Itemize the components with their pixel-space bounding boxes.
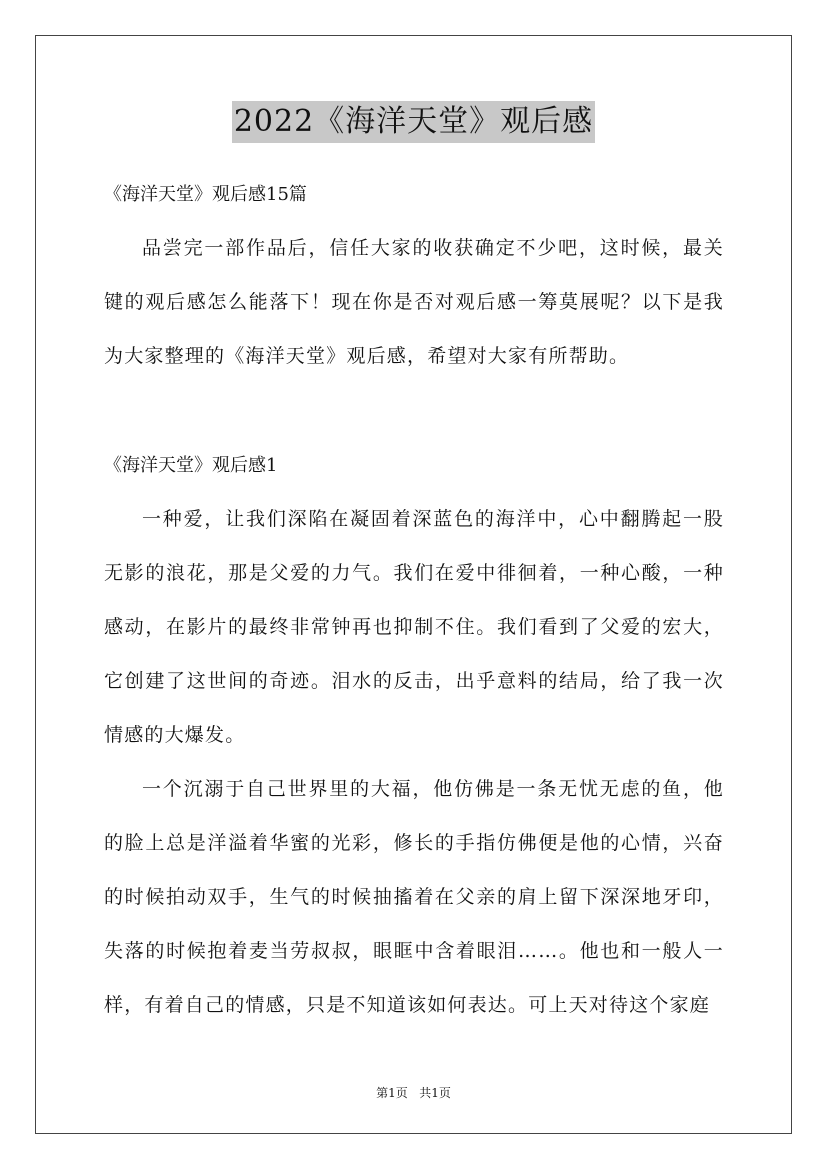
- body-paragraph-1: 一种爱，让我们深陷在凝固着深蓝色的海洋中，心中翻腾起一股无影的浪花，那是父爱的力气。我们在爱中徘徊着，一种心酸，一种感动，在影片的最终非常钟再也抑制不住。我们看到了父爱的宏大，它创建了这世间的奇迹。泪水的反击，出乎意料的结局，给了我一次情感的大爆发。: [104, 508, 724, 746]
- page-footer: 第1页 共1页: [376, 1086, 451, 1100]
- body-paragraph-2: 一个沉溺于自己世界里的大福，他仿佛是一条无忧无虑的鱼，他的脸上总是洋溢着华蜜的光彩，修长的手指仿佛便是他的心情，兴奋的时候拍动双手，生气的时候抽搐着在父亲的肩上留下深深地牙印，失落的时候抱着麦当劳叔叔，眼眶中含着眼泪……。他也和一般人一样，有着自己的情感，只是不知道该如何表达。可上天对待这个家庭: [104, 778, 724, 1016]
- subtitle: 《海洋天堂》观后感15篇: [104, 184, 307, 205]
- intro-paragraph: 品尝完一部作品后，信任大家的收获确定不少吧，这时候，最关键的观后感怎么能落下！现在你是否对观后感一筹莫展呢？以下是我为大家整理的《海洋天堂》观后感，希望对大家有所帮助。: [104, 237, 724, 367]
- document-title: 2022《海洋天堂》观后感: [232, 101, 595, 143]
- document-title-wrap: [0, 101, 827, 143]
- section-heading: 《海洋天堂》观后感1: [104, 455, 278, 476]
